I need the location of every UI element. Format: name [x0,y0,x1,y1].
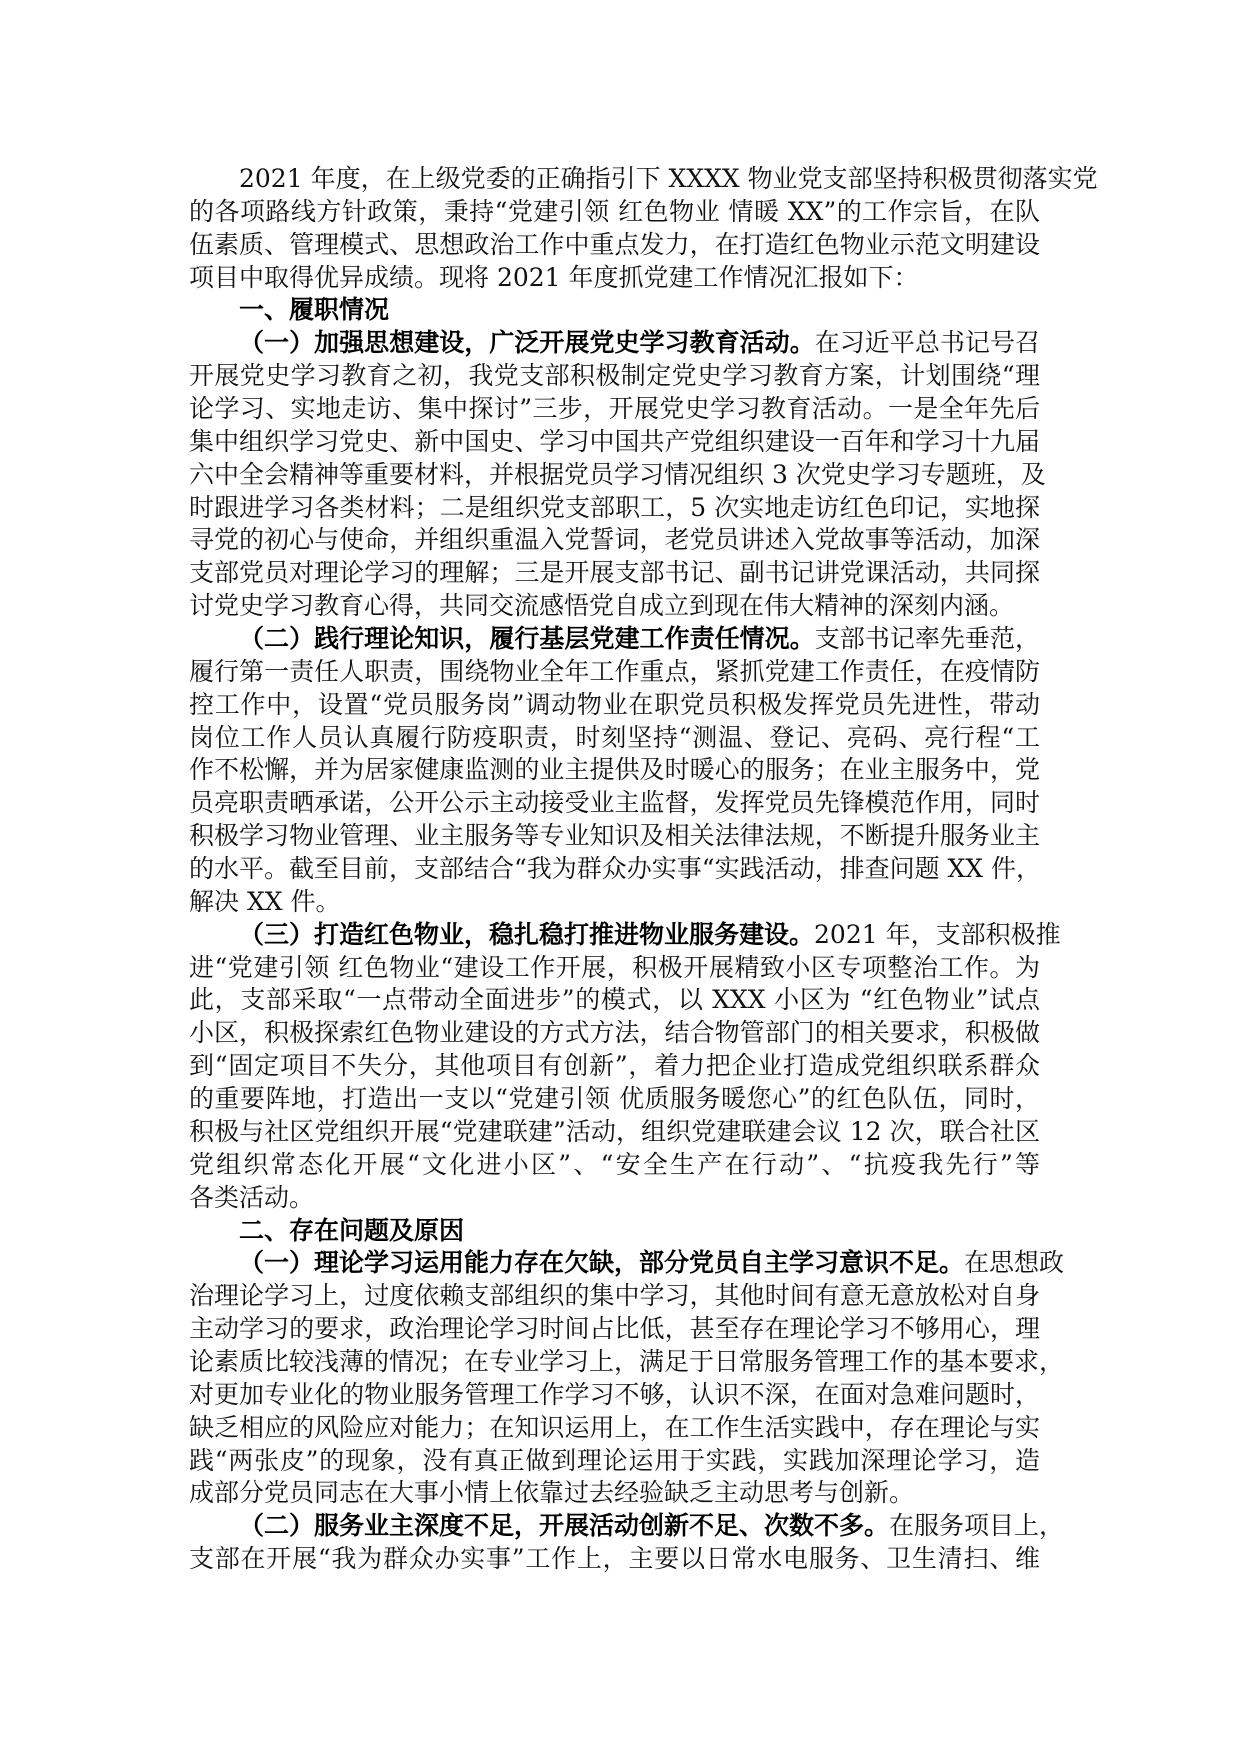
subsection-lead: （一）理论学习运用能力存在欠缺，部分党员自主学习意识不足。 [239,1248,965,1278]
text-line: 的各项路线方针政策，秉持“党建引领 红色物业 情暖 XX”的工作宗旨，在队 [189,196,1040,226]
text-run: 在服务项目上， [889,1511,1065,1541]
section-heading: 一、履职情况 [239,295,390,325]
subsection-lead: （二）服务业主深度不足，开展活动创新不足、次数不多。 [239,1511,890,1541]
text-line: 岗位工作人员认真履行防疫职责，时刻坚持“测温、登记、亮码、亮行程“工 [189,722,1040,752]
paragraph-intro [189,163,1098,294]
text-line: 支部在开展“我为群众办实事”工作上，主要以日常水电服务、卫生清扫、维 [189,1544,1040,1574]
text-line: 缺乏相应的风险应对能力；在知识运用上，在工作生活实践中，存在理论与实 [189,1412,1040,1442]
paragraph-section1-item3 [189,919,1061,1215]
text-line: 开展党史学习教育之初，我党支部积极制定党史学习教育方案，计划围绕“理 [189,361,1040,391]
paragraph-section2-item1 [189,1247,1065,1510]
text-line: 积极学习物业管理、业主服务等专业知识及相关法律法规，不断提升服务业主 [189,821,1040,851]
text-line: 到“固定项目不失分，其他项目有创新”，着力把企业打造成党组织联系群众 [189,1051,1040,1081]
text-line: 论学习、实地走访、集中探讨”三步，开展党史学习教育活动。一是全年先后 [189,394,1040,424]
text-line: 的水平。截至目前，支部结合“我为群众办实事“实践活动，排查问题 XX 件， [189,854,1042,884]
text-line: 进“党建引领 红色物业“建设工作开展，积极开展精致小区专项整治工作。为 [189,952,1040,982]
text-run: 2021 年，支部积极推 [814,919,1061,949]
document-body [189,163,1098,1576]
text-line: 积极与社区党组织开展“党建联建”活动，组织党建联建会议 12 次，联合社区 [189,1116,1040,1146]
text-line: 党组织常态化开展“文化进小区”、“安全生产在行动”、“抗疫我先行”等 [189,1149,1040,1179]
text-line: 履行第一责任人职责，围绕物业全年工作重点，紧抓党建工作责任，在疫情防 [189,656,1040,686]
text-line: 2021 年度，在上级党委的正确指引下 XXXX 物业党支部坚持积极贯彻落实党 [239,164,1098,193]
text-line: 小区，积极探索红色物业建设的方式方法，结合物管部门的相关要求，积极做 [189,1018,1040,1048]
text-line: 解决 XX 件。 [189,886,341,916]
text-line: 此，支部采取“一点带动全面进步”的模式，以 XXX 小区为 “红色物业”试点 [189,985,1040,1015]
text-line [189,919,1061,952]
text-line: 成部分党员同志在大事小情上依靠过去经验缺乏主动思考与创新。 [189,1478,915,1508]
text-line: 项目中取得优异成绩。现将 2021 年度抓党建工作情况汇报如下： [189,262,919,292]
text-line: 讨党史学习教育心得，共同交流感悟党自成立到现在伟大精神的深刻内涵。 [189,591,1015,621]
text-line: 支部党员对理论学习的理解；三是开展支部书记、副书记讲党课活动，共同探 [189,558,1040,588]
text-line: 时跟进学习各类材料；二是组织党支部职工，5 次实地走访红色印记，实地探 [189,492,1040,522]
subsection-lead: （三）打造红色物业，稳扎稳打推进物业服务建设。 [239,919,815,949]
text-line [189,1510,1065,1543]
text-line: 伍素质、管理模式、思想政治工作中重点发力，在打造红色物业示范文明建设 [189,229,1040,259]
text-line: 六中全会精神等重要材料，并根据党员学习情况组织 3 次党史学习专题班，及 [189,459,1046,489]
text-line: 论素质比较浅薄的情况；在专业学习上，满足于日常服务管理工作的基本要求， [189,1346,1065,1376]
text-line: 对更加专业化的物业服务管理工作学习不够，认识不深，在面对急难问题时， [189,1379,1040,1409]
text-line [189,623,1040,656]
text-line: 践“两张皮”的现象，没有真正做到理论运用于实践，实践加深理论学习，造 [189,1445,1040,1475]
text-line: 员亮职责晒承诺，公开公示主动接受业主监督，发挥党员先锋模范作用，同时 [189,788,1040,818]
subsection-lead: （二）践行理论知识，履行基层党建工作责任情况。 [239,624,815,654]
text-line: 寻党的初心与使命，并组织重温入党誓词，老党员讲述入党故事等活动，加深 [189,525,1040,555]
paragraph-section2-item2 [189,1510,1065,1576]
text-line: 治理论学习上，过度依赖支部组织的集中学习，其他时间有意无意放松对自身 [189,1281,1040,1311]
paragraph-section1-item1 [189,327,1046,623]
text-line: 主动学习的要求，政治理论学习时间占比低，甚至存在理论学习不够用心，理 [189,1314,1040,1344]
text-line [189,1247,1065,1280]
text-line [189,327,1040,360]
text-line: 的重要阵地，打造出一支以“党建引领 优质服务暖您心”的红色队伍，同时， [189,1084,1040,1114]
text-run: 在习近平总书记号召 [814,328,1040,358]
text-line: 各类活动。 [189,1182,315,1212]
text-line: 作不松懈，并为居家健康监测的业主提供及时暖心的服务；在业主服务中，党 [189,755,1040,785]
text-line: 集中组织学习党史、新中国史、学习中国共产党组织建设一百年和学习十九届 [189,426,1040,456]
text-run: 在思想政 [964,1248,1065,1278]
section-heading: 二、存在问题及原因 [239,1215,465,1245]
text-line: 控工作中，设置“党员服务岗”调动物业在职党员积极发挥党员先进性，带动 [189,689,1040,719]
text-run: 支部书记率先垂范， [814,624,1040,654]
paragraph-section1-item2 [189,623,1040,919]
subsection-lead: （一）加强思想建设，广泛开展党史学习教育活动。 [239,328,815,358]
